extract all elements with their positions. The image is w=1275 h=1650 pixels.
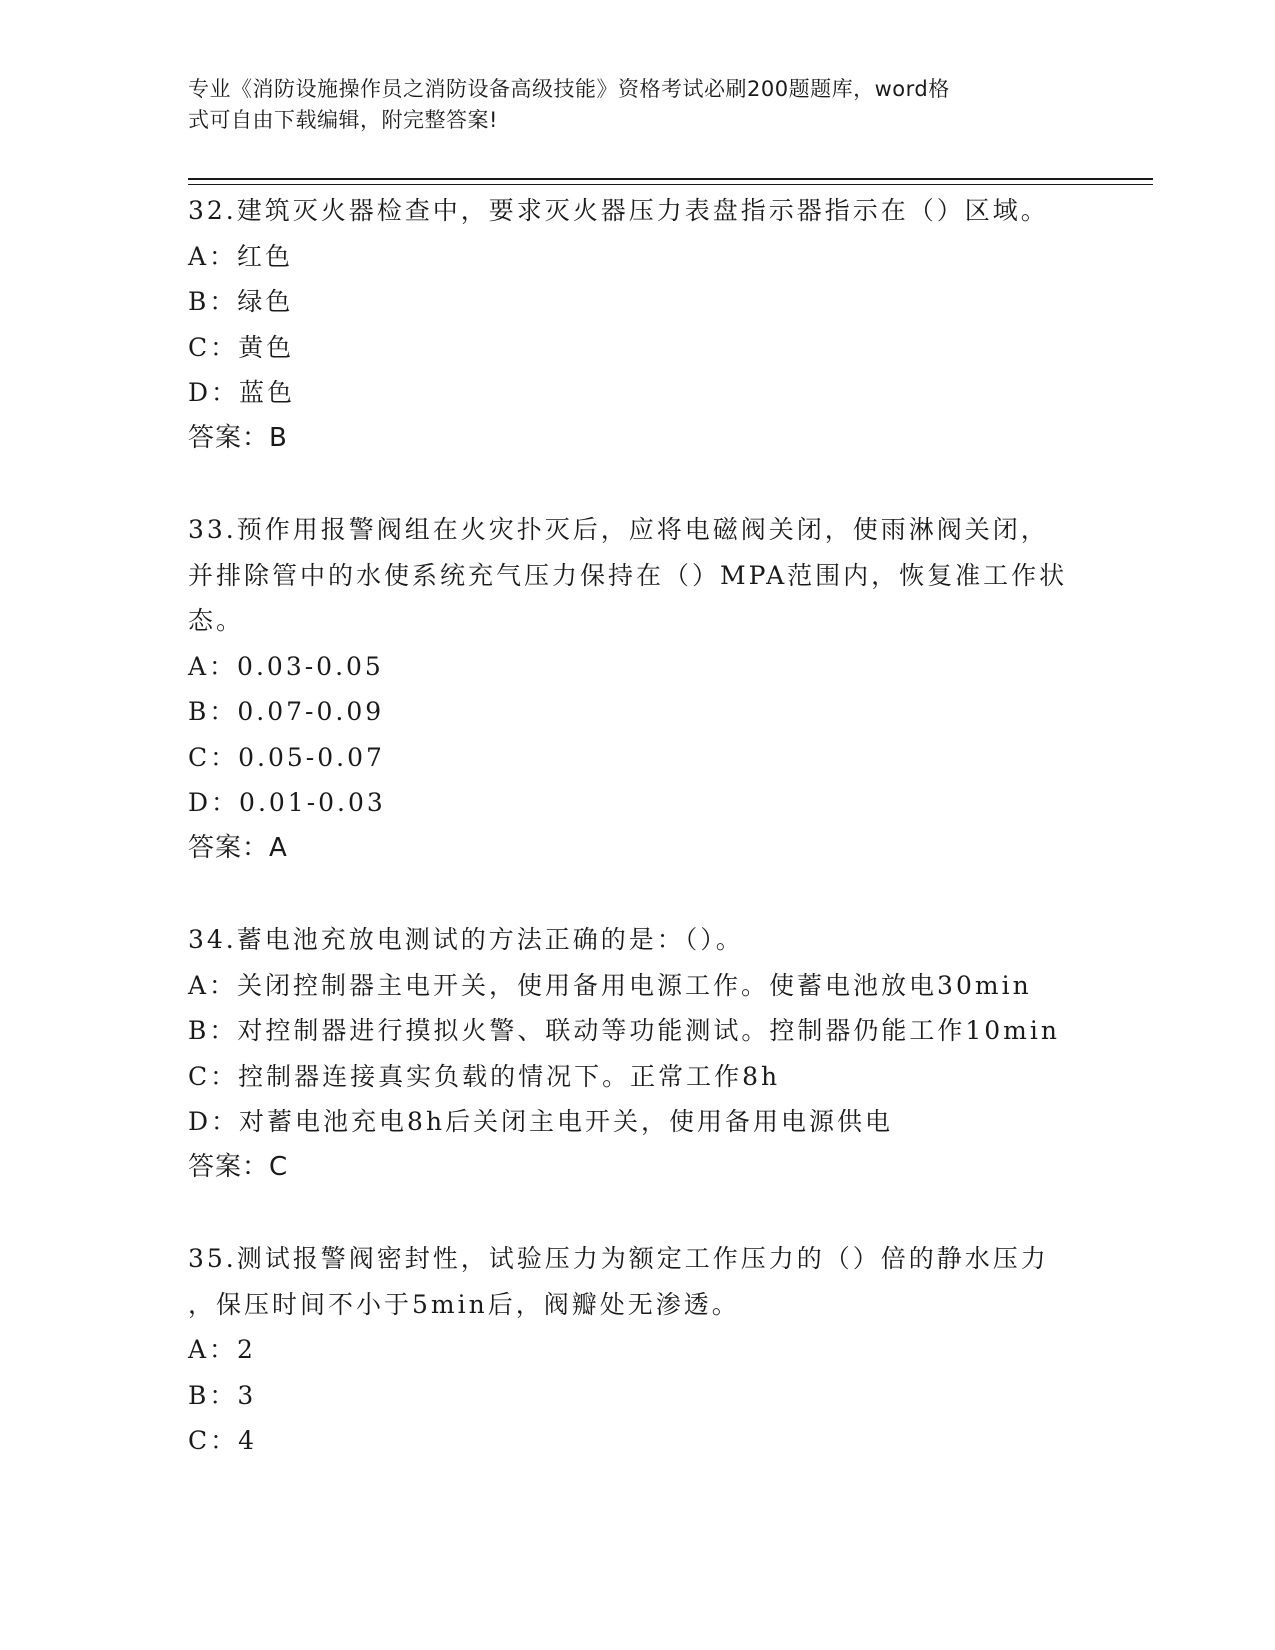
- question-32: [188, 188, 1153, 461]
- question-stem-line-1: 33.预作用报警阀组在火灾扑灭后，应将电磁阀关闭，使雨淋阀关闭，: [188, 515, 1049, 544]
- question-stem: 34.蓄电池充放电测试的方法正确的是：（）。: [188, 925, 744, 954]
- question-35: [188, 1236, 1153, 1464]
- header-divider-thin: [188, 184, 1153, 185]
- answer-label: 答案：C: [188, 1151, 289, 1182]
- option-c: C：控制器连接真实负载的情况下。正常工作8h: [188, 1061, 781, 1091]
- question-stem-line-1: 35.测试报警阀密封性，试验压力为额定工作压力的（）倍的静水压力: [188, 1244, 1049, 1273]
- question-stem-line-2: ，保压时间不小于5min后，阀瓣处无渗透。: [188, 1289, 740, 1319]
- document-header: [188, 74, 1068, 136]
- option-a: A：0.03-0.05: [188, 651, 384, 681]
- option-b: B：绿色: [188, 287, 294, 316]
- option-d: D：0.01-0.03: [188, 788, 386, 817]
- option-c: C：0.05-0.07: [188, 742, 385, 772]
- option-d: D：对蓄电池充电8h后关闭主电开关，使用备用电源供电: [188, 1107, 894, 1136]
- header-divider-thick: [188, 178, 1153, 180]
- option-d: D：蓝色: [188, 378, 296, 407]
- question-stem-line-2: 并排除管中的水使系统充气压力保持在（）MPA范围内，恢复准工作状: [188, 560, 1068, 590]
- question-stem-line-3: 态。: [188, 606, 245, 635]
- option-b: B：对控制器进行摸拟火警、联动等功能测试。控制器仍能工作10min: [188, 1016, 1060, 1045]
- header-line-2: 式可自由下载编辑，附完整答案!: [188, 108, 498, 132]
- answer-label: 答案：A: [188, 832, 288, 863]
- option-c: C：黄色: [188, 332, 295, 362]
- option-a: A：红色: [188, 241, 294, 271]
- answer-label: 答案：B: [188, 422, 288, 453]
- option-c: C：4: [188, 1426, 258, 1455]
- question-stem: 32.建筑灭火器检查中，要求灭火器压力表盘指示器指示在（）区域。: [188, 196, 1049, 225]
- option-b: B：0.07-0.09: [188, 697, 385, 726]
- question-33: [188, 507, 1153, 871]
- option-a: A：关闭控制器主电开关，使用备用电源工作。使蓄电池放电30min: [188, 970, 1032, 1000]
- option-a: A：2: [188, 1335, 256, 1364]
- header-line-1: 专业《消防设施操作员之消防设备高级技能》资格考试必刷200题题库，word格: [188, 77, 950, 101]
- option-b: B：3: [188, 1380, 257, 1410]
- question-list: [188, 188, 1153, 1464]
- question-34: [188, 917, 1153, 1190]
